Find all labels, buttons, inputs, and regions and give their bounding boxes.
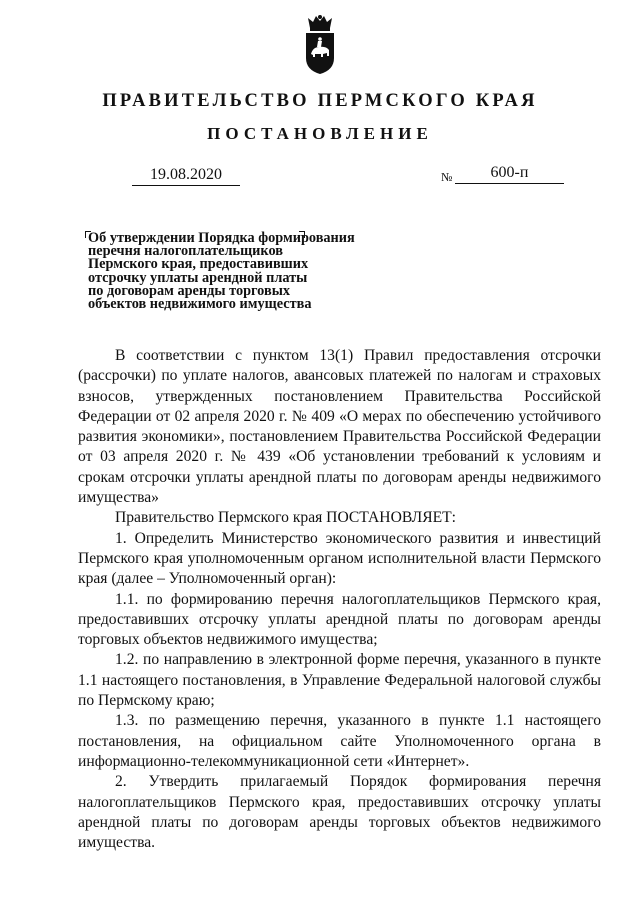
document-number: 600-п: [455, 164, 564, 184]
coat-of-arms-icon: [302, 14, 338, 76]
paragraph: 1.3. по размещению перечня, указанного в пункте 1.1 настоящего постановления, на официальном сайте Уполномоченного органа в информационно-телекоммуникационной сети «Интернет».: [78, 712, 601, 770]
paragraph: В соответствии с пунктом 13(1) Правил предоставления отсрочки (рассрочки) по уплате налогов, авансовых платежей по налогам и страховых взносов, утвержденных постановлением Правительства Российской Федерации от 02 апреля 2020 г. № 409 «О мерах по обеспечению устойчивого развития экономики», постановлением Правительства Российской Федерации от 03 апреля 2020 г. № 439 «Об установлении требований к условиям и срокам отсрочки уплаты арендной платы по договорам аренды недвижимого имущества»: [78, 347, 601, 507]
document-subject: Об утверждении Порядка формирования перечня налогоплательщиков Пермского края, предоставивших отсрочку уплаты арендной платы по договорам аренды торговых объектов недвижимого имущества: [88, 230, 355, 313]
document-type: ПОСТАНОВЛЕНИЕ: [207, 124, 433, 143]
paragraph: Правительство Пермского края ПОСТАНОВЛЯЕТ:: [115, 509, 456, 527]
paragraph: 1.1. по формированию перечня налогоплательщиков Пермского края, предоставивших отсрочку уплаты арендной платы по договорам аренды торговых объектов недвижимого имущества;: [78, 590, 601, 649]
organization-title: ПРАВИТЕЛЬСТВО ПЕРМСКОГО КРАЯ: [102, 91, 538, 111]
number-sign: №: [441, 170, 453, 184]
document-date: 19.08.2020: [132, 166, 240, 186]
document-body: [78, 346, 601, 853]
paragraph: 2. Утвердить прилагаемый Порядок формирования перечня налогоплательщиков Пермского края, предоставивших отсрочку уплаты арендной платы по договорам аренды торговых объектов недвижимого имущества.: [78, 773, 601, 852]
paragraph: 1.2. по направлению в электронной форме перечня, указанного в пункте 1.1 настоящего постановления, в Управление Федеральной налоговой службы по Пермскому краю;: [78, 651, 601, 710]
paragraph: 1. Определить Министерство экономического развития и инвестиций Пермского края уполномоченным органом исполнительной власти Пермского края (далее – Уполномоченный орган):: [78, 529, 601, 588]
